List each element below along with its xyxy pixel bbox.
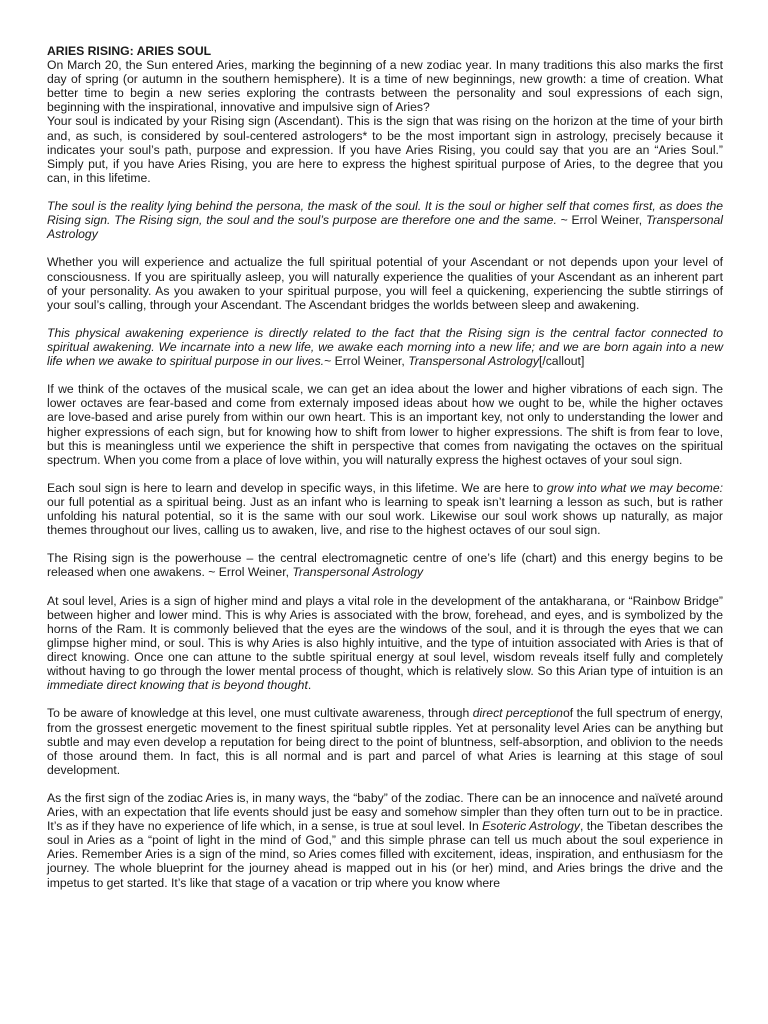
paragraph-awareness — [47, 706, 723, 776]
quote-attribution: ~ Errol Weiner, — [324, 354, 409, 369]
paragraph-soul-sign — [47, 481, 723, 537]
emphasis-run: grow into what we may become: — [546, 480, 723, 495]
paragraph-intro: On March 20, the Sun entered Aries, marking the beginning of a new zodiac year. In many traditions this also marks the first day of spring (or autumn in the southern hemisphere). It is a time of new beginnings, new growth: a time of creation. What better time to begin a new series exploring the contrasts between the personality and soul expressions of each sign, beginning with the inspirational, innovative and impulsive sign of Aries? — [47, 58, 723, 115]
paragraph-first-sign — [47, 791, 723, 890]
page-title: ARIES RISING: ARIES SOUL — [47, 44, 212, 58]
quote-text: The soul is the reality lying behind the persona, the mask of the soul. It is the soul or higher self that comes first, as does the Rising sign. The Rising sign, the soul and the soul’s purpose are therefore one and the same. — [47, 199, 723, 228]
text-run: As the first sign of the zodiac Aries is, in many ways, the “baby” of the zodiac. There can be an innocence and naïveté around Aries, with an expectation that life events should just be easy and somehow simpler than they often turn out to be in practice. It’s as if they have no experience of life which, in a sense, is true at soul level. In — [47, 790, 723, 834]
paragraph-consciousness: Whether you will experience and actualize the full spiritual potential of your Ascendant or not depends upon your level of consciousness. If you are spiritually asleep, you will naturally experience the qualities of your Ascendant as an inherent part of your personality. As you awaken to your spiritual purpose, you will feel a quickening, experiencing the subtle stirrings of your soul’s calling, through your Ascendant. The Ascendant bridges the worlds between sleep and awakening. — [47, 255, 723, 312]
text-run: our full potential as a spiritual being. Just as an infant who is learning to speak isn’t learning a lesson as such, but is rather unfolding his natural potential, so it is the same with our soul work. Likewise our soul work shows up naturally, as major themes throughout our lives, calling us to awaken, live, and rise to the highest octaves of our soul sign. — [47, 495, 723, 538]
quote-book-title: Transpersonal Astrology — [408, 354, 539, 369]
paragraph-soul-rising: Your soul is indicated by your Rising sign (Ascendant). This is the sign that was rising on the horizon at the time of your birth and, as such, is considered by soul-centered astrologers* to be the most important sign in astrology, precisely because it indicates your soul’s path, purpose and expression. If you have Aries Rising, you could say that you are an “Aries Soul.” Simply put, if you have Aries Rising, you are here to express the highest spiritual purpose of Aries, to the degree that you can, in this lifetime. — [47, 114, 723, 185]
text-run: of the full spectrum of energy, from the grossest energetic movement to the finest spiritual subtle ripples. Yet at personality level Aries can be anything but subtle and may even develop a reputation for being direct to the point of bluntness, self-absorption, and oblivion to the needs of those around them. In fact, this is all normal and is part and parcel of what Aries is learning at this stage of soul development. — [47, 706, 723, 777]
text-run: To be aware of knowledge at this level, one must cultivate awareness, through — [47, 706, 473, 721]
quote-attribution: ~ Errol Weiner, — [556, 213, 646, 228]
paragraph-octaves: If we think of the octaves of the musical scale, we can get an idea about the lower and higher vibrations of each sign. The lower octaves are fear-based and come from externaly imposed ideas about how we ought to be, while the higher octaves are love-based and arise purely from within our own heart. This is an important key, not only to understanding the lower and higher expressions of each sign, but for knowing how to shift from lower to higher expressions. The shift is from fear to love, but this is meaningless until we experience the shift in perspective that comes from navigating the octaves on the spiritual spectrum. When you come from a place of love within, you will naturally express the highest octaves of your soul sign. — [47, 382, 723, 467]
text-run: At soul level, Aries is a sign of higher mind and plays a vital role in the development of the antakharana, or “Rainbow Bridge” between higher and lower mind. This is why Aries is associated with the brow, forehead, and eyes, and is symbolized by the horns of the Ram. It is commonly believed that the eyes are the windows of the soul, and it is through the eyes that we can glimpse higher mind, or soul. This is why Aries is also highly intuitive, and the type of intuition associated with Aries is that of direct knowing. Once one can attune to the subtle spiritual energy at soul level, wisdom reveals itself fully and completely without having to go through the lower mental process of thought, which is relatively slow. So this Arian type of intuition is an — [47, 593, 723, 679]
paragraph-higher-mind — [47, 594, 723, 693]
text-run: Each soul sign is here to learn and develop in specific ways, in this lifetime. We are here to — [47, 480, 547, 495]
quote-text: This physical awakening experience is directly related to the fact that the Rising sign is the central factor connected to spiritual awakening. We incarnate into a new life, we awake each morning into a new life; and we are born again into a new life when we awake to spiritual purpose in our lives. — [47, 325, 723, 369]
emphasis-run: direct perception — [472, 706, 563, 721]
text-run: , the Tibetan describes the soul in Aries as a “point of light in the mind of God,” and this simple phrase can tell us much about the soul experience in Aries. Remember Aries is a sign of the mind, so Aries comes filled with excitement, ideas, inspiration, and enthusiasm for the journey. The whole blueprint for the journey ahead is mapped out in his (or her) mind, and Aries brings the drive and the impetus to get started. It’s like that stage of a vacation or trip where you know where — [47, 819, 724, 890]
text-run: . — [307, 678, 312, 693]
quote-awakening — [47, 326, 723, 368]
quote-book-title: Transpersonal Astrology — [292, 565, 424, 580]
text-run: The Rising sign is the powerhouse – the central electromagnetic centre of one’s life (chart) and this energy begins to be released when one awakens. ~ Errol Weiner, — [47, 551, 723, 580]
callout-tag: [/callout] — [538, 354, 585, 369]
emphasis-run: Esoteric Astrology — [482, 819, 580, 834]
emphasis-run: immediate direct knowing that is beyond thought — [47, 678, 308, 693]
document-page — [47, 44, 723, 890]
paragraph-powerhouse — [47, 551, 723, 579]
quote-soul-reality — [47, 199, 723, 241]
quote-book-title: Transpersonal Astrology — [47, 213, 723, 242]
